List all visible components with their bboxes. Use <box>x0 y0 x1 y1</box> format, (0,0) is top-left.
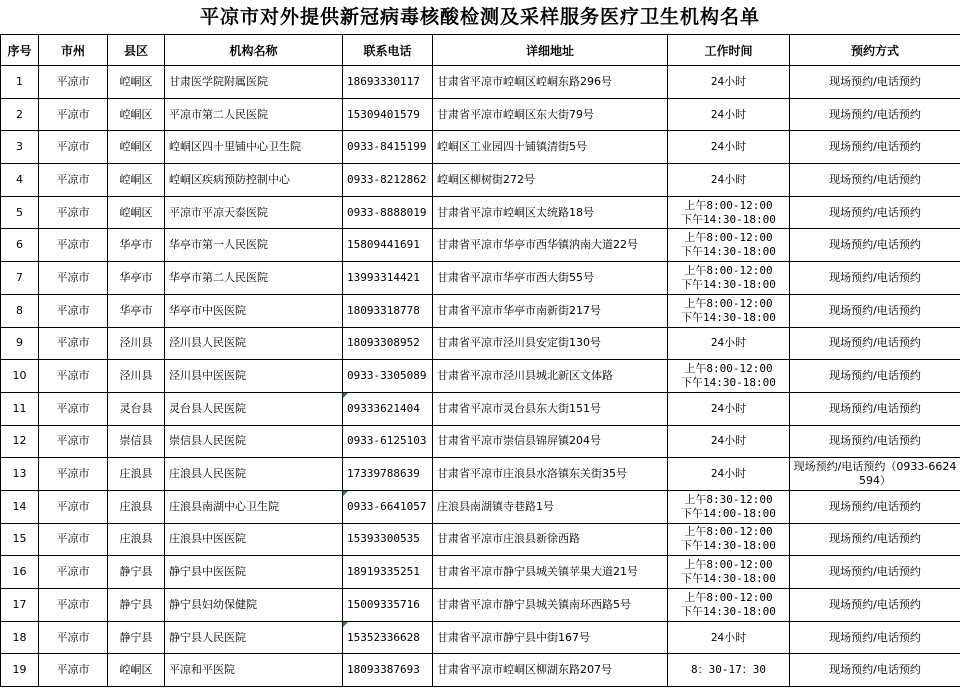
table-row <box>1 229 960 262</box>
table-row <box>1 164 960 197</box>
cell-booking: 现场预约/电话预约 <box>790 66 960 99</box>
header-booking: 预约方式 <box>790 35 960 66</box>
cell-booking: 现场预约/电话预约 <box>790 360 960 393</box>
cell-address: 崆峒区工业园四十铺镇清街5号 <box>433 131 668 164</box>
header-name: 机构名称 <box>165 35 343 66</box>
cell-phone: 13993314421 <box>343 262 433 295</box>
cell-hours <box>668 98 790 131</box>
cell-booking: 现场预约/电话预约 <box>790 196 960 229</box>
cell-city: 平凉市 <box>39 458 108 491</box>
cell-phone: 0933-8888019 <box>343 196 433 229</box>
cell-name: 泾川县中医医院 <box>165 360 343 393</box>
hours-line: 下午14:30-18:00 <box>681 310 776 324</box>
cell-hours <box>668 556 790 589</box>
cell-no: 17 <box>1 589 39 622</box>
cell-booking: 现场预约/电话预约 <box>790 621 960 654</box>
cell-county: 泾川县 <box>108 327 165 360</box>
cell-county: 崇信县 <box>108 425 165 458</box>
cell-address: 甘肃省平凉市静宁县城关镇南环西路5号 <box>433 589 668 622</box>
cell-county: 灵台县 <box>108 392 165 425</box>
cell-name: 华亭市第二人民医院 <box>165 262 343 295</box>
cell-no: 3 <box>1 131 39 164</box>
cell-address: 甘肃省平凉市华亭市西大街55号 <box>433 262 668 295</box>
cell-phone: 18693330117 <box>343 66 433 99</box>
cell-city: 平凉市 <box>39 654 108 687</box>
cell-phone: 0933-8212862 <box>343 164 433 197</box>
cell-phone: 18093318778 <box>343 294 433 327</box>
cell-name: 庄浪县中医医院 <box>165 523 343 556</box>
cell-phone: 0933-8415199 <box>343 131 433 164</box>
cell-county: 崆峒区 <box>108 196 165 229</box>
cell-no: 12 <box>1 425 39 458</box>
hours-line: 24小时 <box>710 107 747 121</box>
cell-city: 平凉市 <box>39 131 108 164</box>
cell-address: 甘肃省平凉市华亭市南新街217号 <box>433 294 668 327</box>
cell-name: 静宁县妇幼保健院 <box>165 589 343 622</box>
cell-city: 平凉市 <box>39 66 108 99</box>
table-row <box>1 196 960 229</box>
cell-address: 甘肃省平凉市静宁县城关镇苹果大道21号 <box>433 556 668 589</box>
hours-line: 下午14:30-18:00 <box>681 277 776 291</box>
table-row <box>1 621 960 654</box>
hours-line: 下午14:30-18:00 <box>681 572 776 586</box>
table-row <box>1 327 960 360</box>
cell-name: 崆峒区四十里铺中心卫生院 <box>165 131 343 164</box>
cell-phone: 15393300535 <box>343 523 433 556</box>
cell-address: 甘肃省平凉市崆峒区柳湖东路207号 <box>433 654 668 687</box>
cell-county: 崆峒区 <box>108 98 165 131</box>
hours-line: 24小时 <box>710 172 747 186</box>
cell-address: 甘肃省平凉市崆峒区太统路18号 <box>433 196 668 229</box>
cell-hours <box>668 164 790 197</box>
cell-booking: 现场预约/电话预约 <box>790 131 960 164</box>
cell-phone: 15352336628 <box>343 621 433 654</box>
cell-no: 6 <box>1 229 39 262</box>
cell-city: 平凉市 <box>39 98 108 131</box>
header-row <box>1 35 960 66</box>
cell-no: 9 <box>1 327 39 360</box>
cell-phone: 15809441691 <box>343 229 433 262</box>
cell-no: 14 <box>1 490 39 523</box>
cell-county: 静宁县 <box>108 621 165 654</box>
table-row <box>1 131 960 164</box>
cell-city: 平凉市 <box>39 425 108 458</box>
cell-name: 灵台县人民医院 <box>165 392 343 425</box>
cell-name: 崆峒区疾病预防控制中心 <box>165 164 343 197</box>
cell-hours <box>668 196 790 229</box>
hours-line: 上午8:00-12:00 <box>684 198 773 212</box>
cell-county: 庄浪县 <box>108 490 165 523</box>
table-row <box>1 589 960 622</box>
hours-line: 24小时 <box>710 74 747 88</box>
cell-county: 崆峒区 <box>108 164 165 197</box>
hours-line: 8：30-17：30 <box>691 663 766 677</box>
cell-city: 平凉市 <box>39 523 108 556</box>
cell-booking: 现场预约/电话预约（0933-6624594） <box>790 458 960 491</box>
cell-address: 甘肃省平凉市华亭市西华镇汭南大道22号 <box>433 229 668 262</box>
cell-city: 平凉市 <box>39 229 108 262</box>
cell-city: 平凉市 <box>39 556 108 589</box>
hours-line: 上午8:30-12:00 <box>684 492 773 506</box>
table-row <box>1 556 960 589</box>
cell-hours <box>668 523 790 556</box>
cell-county: 华亭市 <box>108 229 165 262</box>
hours-line: 24小时 <box>710 140 747 154</box>
cell-county: 崆峒区 <box>108 654 165 687</box>
cell-no: 5 <box>1 196 39 229</box>
cell-name: 甘肃医学院附属医院 <box>165 66 343 99</box>
cell-address: 庄浪县南湖镇寺巷路1号 <box>433 490 668 523</box>
cell-phone: 09333621404 <box>343 392 433 425</box>
table-row <box>1 490 960 523</box>
cell-booking: 现场预约/电话预约 <box>790 294 960 327</box>
cell-hours <box>668 131 790 164</box>
cell-county: 庄浪县 <box>108 458 165 491</box>
cell-hours <box>668 360 790 393</box>
header-city: 市州 <box>39 35 108 66</box>
table-row <box>1 425 960 458</box>
header-phone: 联系电话 <box>343 35 433 66</box>
cell-county: 静宁县 <box>108 589 165 622</box>
table-body <box>1 66 960 687</box>
header-hours: 工作时间 <box>668 35 790 66</box>
hours-line: 24小时 <box>710 467 747 481</box>
cell-city: 平凉市 <box>39 490 108 523</box>
cell-hours <box>668 490 790 523</box>
cell-no: 4 <box>1 164 39 197</box>
cell-address: 甘肃省平凉市庄浪县水洛镇东关街35号 <box>433 458 668 491</box>
cell-no: 15 <box>1 523 39 556</box>
cell-address: 甘肃省平凉市静宁县中街167号 <box>433 621 668 654</box>
hours-line: 下午14:30-18:00 <box>681 212 776 226</box>
table-row <box>1 98 960 131</box>
cell-phone: 0933-3305089 <box>343 360 433 393</box>
cell-name: 泾川县人民医院 <box>165 327 343 360</box>
cell-booking: 现场预约/电话预约 <box>790 490 960 523</box>
cell-address: 甘肃省平凉市崆峒区东大街79号 <box>433 98 668 131</box>
cell-hours <box>668 294 790 327</box>
hours-line: 上午8:00-12:00 <box>684 525 773 539</box>
cell-address: 甘肃省平凉市庄浪县新徐西路 <box>433 523 668 556</box>
cell-hours <box>668 621 790 654</box>
cell-no: 13 <box>1 458 39 491</box>
cell-name: 华亭市中医医院 <box>165 294 343 327</box>
cell-booking: 现场预约/电话预约 <box>790 556 960 589</box>
cell-no: 7 <box>1 262 39 295</box>
cell-name: 华亭市第一人民医院 <box>165 229 343 262</box>
cell-city: 平凉市 <box>39 327 108 360</box>
cell-hours <box>668 654 790 687</box>
cell-city: 平凉市 <box>39 360 108 393</box>
cell-county: 静宁县 <box>108 556 165 589</box>
cell-city: 平凉市 <box>39 196 108 229</box>
hours-line: 24小时 <box>710 336 747 350</box>
hours-line: 24小时 <box>710 630 747 644</box>
cell-booking: 现场预约/电话预约 <box>790 327 960 360</box>
cell-booking: 现场预约/电话预约 <box>790 262 960 295</box>
hours-line: 上午8:00-12:00 <box>684 296 773 310</box>
cell-city: 平凉市 <box>39 164 108 197</box>
cell-address: 甘肃省平凉市泾川县城北新区文体路 <box>433 360 668 393</box>
table-row <box>1 392 960 425</box>
cell-hours <box>668 392 790 425</box>
cell-address: 甘肃省平凉市灵台县东大街151号 <box>433 392 668 425</box>
cell-hours <box>668 66 790 99</box>
hours-line: 24小时 <box>710 401 747 415</box>
cell-name: 平凉市平凉天泰医院 <box>165 196 343 229</box>
cell-no: 8 <box>1 294 39 327</box>
hours-line: 上午8:00-12:00 <box>684 590 773 604</box>
hours-line: 上午8:00-12:00 <box>684 263 773 277</box>
cell-phone: 18919335251 <box>343 556 433 589</box>
cell-booking: 现场预约/电话预约 <box>790 589 960 622</box>
cell-no: 10 <box>1 360 39 393</box>
page-title: 平凉市对外提供新冠病毒核酸检测及采样服务医疗卫生机构名单 <box>199 6 760 28</box>
hours-line: 上午8:00-12:00 <box>684 558 773 572</box>
cell-phone: 15009335716 <box>343 589 433 622</box>
cell-city: 平凉市 <box>39 294 108 327</box>
cell-name: 平凉和平医院 <box>165 654 343 687</box>
cell-phone: 18093308952 <box>343 327 433 360</box>
cell-name: 庄浪县南湖中心卫生院 <box>165 490 343 523</box>
cell-booking: 现场预约/电话预约 <box>790 654 960 687</box>
table-row <box>1 294 960 327</box>
cell-hours <box>668 327 790 360</box>
cell-name: 静宁县人民医院 <box>165 621 343 654</box>
cell-city: 平凉市 <box>39 621 108 654</box>
cell-hours <box>668 425 790 458</box>
table-row <box>1 654 960 687</box>
hours-line: 下午14:00-18:00 <box>681 506 776 520</box>
cell-booking: 现场预约/电话预约 <box>790 164 960 197</box>
cell-address: 甘肃省平凉市泾川县安定街130号 <box>433 327 668 360</box>
header-address: 详细地址 <box>433 35 668 66</box>
cell-phone: 15309401579 <box>343 98 433 131</box>
header-county: 县区 <box>108 35 165 66</box>
table-row <box>1 262 960 295</box>
table-row <box>1 66 960 99</box>
cell-no: 18 <box>1 621 39 654</box>
hours-line: 24小时 <box>710 434 747 448</box>
hours-line: 上午8:00-12:00 <box>684 362 773 376</box>
cell-city: 平凉市 <box>39 589 108 622</box>
cell-hours <box>668 262 790 295</box>
cell-county: 崆峒区 <box>108 66 165 99</box>
table-row <box>1 523 960 556</box>
cell-no: 16 <box>1 556 39 589</box>
cell-hours <box>668 589 790 622</box>
cell-hours <box>668 229 790 262</box>
cell-name: 静宁县中医医院 <box>165 556 343 589</box>
cell-address: 甘肃省平凉市崇信县锦屏镇204号 <box>433 425 668 458</box>
hours-line: 下午14:30-18:00 <box>681 604 776 618</box>
hours-line: 下午14:30-18:00 <box>681 539 776 553</box>
cell-name: 平凉市第二人民医院 <box>165 98 343 131</box>
cell-name: 崇信县人民医院 <box>165 425 343 458</box>
cell-city: 平凉市 <box>39 392 108 425</box>
cell-phone: 17339788639 <box>343 458 433 491</box>
cell-no: 11 <box>1 392 39 425</box>
header-no: 序号 <box>1 35 39 66</box>
hours-line: 上午8:00-12:00 <box>684 231 773 245</box>
cell-city: 平凉市 <box>39 262 108 295</box>
cell-address: 崆峒区柳树街272号 <box>433 164 668 197</box>
cell-county: 崆峒区 <box>108 131 165 164</box>
cell-booking: 现场预约/电话预约 <box>790 523 960 556</box>
cell-booking: 现场预约/电话预约 <box>790 392 960 425</box>
cell-no: 2 <box>1 98 39 131</box>
cell-hours <box>668 458 790 491</box>
hours-line: 下午14:30-18:00 <box>681 376 776 390</box>
cell-booking: 现场预约/电话预约 <box>790 98 960 131</box>
table-row <box>1 458 960 491</box>
hours-line: 下午14:30-18:00 <box>681 245 776 259</box>
cell-address: 甘肃省平凉市崆峒区崆峒东路296号 <box>433 66 668 99</box>
cell-no: 1 <box>1 66 39 99</box>
cell-county: 庄浪县 <box>108 523 165 556</box>
cell-name: 庄浪县人民医院 <box>165 458 343 491</box>
cell-no: 19 <box>1 654 39 687</box>
cell-county: 华亭市 <box>108 262 165 295</box>
cell-booking: 现场预约/电话预约 <box>790 425 960 458</box>
cell-phone: 0933-6125103 <box>343 425 433 458</box>
cell-phone: 18093387693 <box>343 654 433 687</box>
table-row <box>1 360 960 393</box>
cell-phone: 0933-6641057 <box>343 490 433 523</box>
institution-table <box>0 34 960 687</box>
cell-booking: 现场预约/电话预约 <box>790 229 960 262</box>
cell-county: 华亭市 <box>108 294 165 327</box>
cell-county: 泾川县 <box>108 360 165 393</box>
